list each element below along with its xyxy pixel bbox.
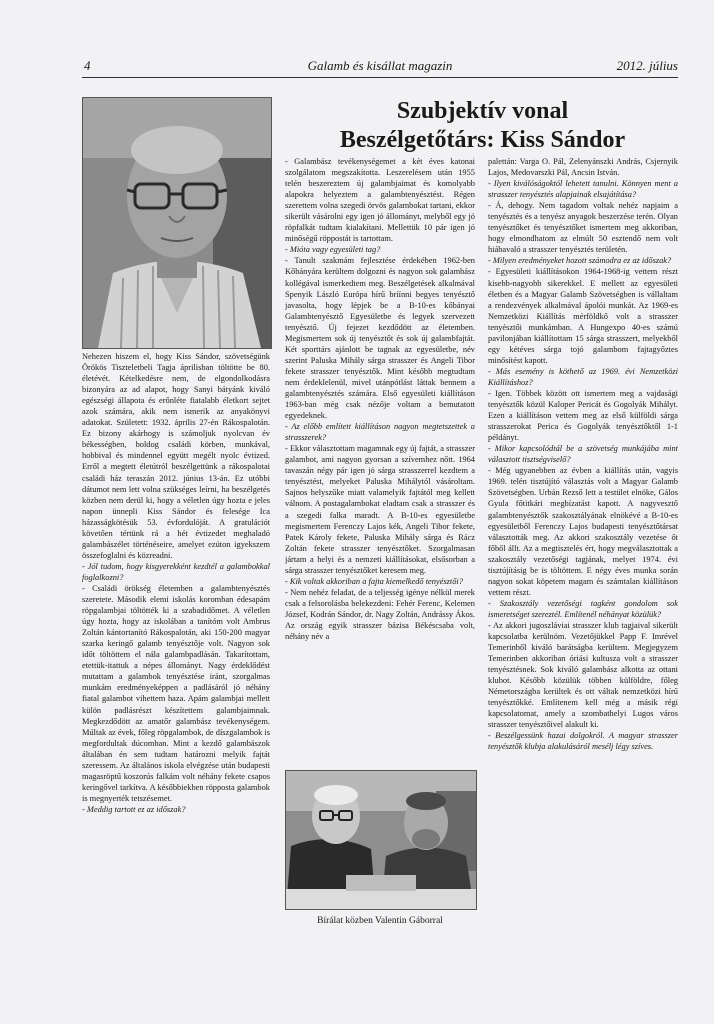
portrait-photo	[82, 97, 272, 349]
question: - Jól tudom, hogy kisgyerekként kezdtél a galambokkal foglalkozni?	[82, 561, 270, 582]
paragraph: Nehezen hiszem el, hogy Kiss Sándor, szövetségünk Örökös Tiszteletbeli Tagja áprilisban töltötte be 80. életévét. Kételkedésre nem, de elgondolkodásra bizonyára az ad alapot, hogy Sanyi bátyánk kiváló egészségi állapota és erőnléte fiatalabb életkort sejtet azok számára, akik nem ismerik az anyakönyvi adatokat. Született: 1932. április 27-én Rákospalotán. Ez bizony akárhogy is számoljuk nyolcvan év békességben, boldog családi körben, munkával, hobbival és mindennel együtt megélt nyolc évtized. Erről a megtett életútról beszélgettünk a rákospalotai családi ház teraszán 2012. június 13-án. Ez utóbbi dátumot nem lett volna szükséges leírni, ha beszélgetés közben nem derül ki, hogy a véletlen úgy hozta e jeles napon ünnepli Kiss Sándor és felesége Ica házasságkötésük 53. évfordulóját. A gratulációt követően tértünk rá a hét évtizedet meghaladó galambászélet történéseire, amelyet ezúton igyekszem összefoglalni és közreadni.	[82, 352, 270, 560]
question: - Az előbb említett kiállításon nagyon megtetszettek a strasszerek?	[285, 422, 475, 443]
paragraph: - Még ugyanebben az évben a kiállítás után, vagyis 1969. telén tisztújító választás volt a Magyar Galamb Szövetségben. Urbán Rezső lett a testület elnöke, Gálos Gyula főtitkári megbízatást kapott. A nagyvesztő galambtenyésztők szakosztályának elnökévé a B-10-es egyesületből Ferenczy Lajos budapesti tenyésztőtársat választották meg. Az akkori szakosztály vezetése őt főből állt. Az a megtisztelés ért, hogy megválasztottak a szakosztály vezetőségi tagjának, melyet 1974. évi tisztújításig be is töltöttem. E négy éves munka során nagyon sokat köpetem magam és számtalan kiállításon vettem részt.	[488, 466, 678, 597]
paragraph: - Egyesületi kiállításokon 1964-1968-ig vettem részt kisebb-nagyobb sikerekkel. E mellett az egyesületi életben és a Magyar Galamb Szövetségben is vállaltam a rendezvények alkalmával ápolói munkát. Az 1969-es Nemzetközi Kiállítás mérföldkő volt a strasszer tenyésztői munkámban. A Hungexpo 40-es számú pavilonjában kiállítottam 15 sárga strasszert, melyekből egy kétéves sárga tojó galambom fajtagyőztes minősítést kapott.	[488, 267, 678, 365]
article-column-3	[488, 156, 678, 936]
judging-image	[286, 771, 476, 909]
question: - Ilyen kiválóságoktól lehetett tanulni. Könnyen ment a strasszer tenyésztés alapjainak elsajátítása?	[488, 179, 678, 200]
question: - Kik voltak akkoriban a fajta kiemelkedő tenyésztői?	[285, 576, 463, 586]
paragraph: - Ekkor választottam magamnak egy új fajtát, a strasszer galambot, ami nagyon gyorsan a szívemhez nőtt. 1964 tavaszán négy pár igen jó sárga strasszerrel kezdtem a tenyésztést, melyeket Paluska Mihálytól vásároltam. Sajnos helyszűke miatt valamelyik fajtától meg kellett válnom. A postagalambokat eladtam csak a strasszer és a szegedi falka maradt. A B-10-es egyesületbe megismertem Ferenczy Lajos kék, Angeli Tibor fekete, Patek Károly fekete, Paluska Mihály sárga és Rácz Zoltán fekete strasszer tenyésztőket. Szorgalmasan jártam a helyi és a nemzeti kiállításokat, elsősorban a sárga strasszer tenyésztőket keresem meg.	[285, 444, 475, 575]
paragraph: - Az akkori jugoszláviai strasszer klub tagjaival sikerült kapcsolatba kerülnöm. Vezetőjükkel Papp F. Imrével Temerinből kiváló barátságba kerültem. Megjegyzem Temerinben akkoriban óriási kultusza volt a strasszer tenyésztésnek. Sok kiváló galambász alkotta az ottani klubot. Később közülük többen külföldre, főleg Németországba kerültek és ott váltak nemzetközi hírű tenyésztőkké. Említenem kell még a másik régi kapcsolatomat, amely a szombathelyi Lugos város strasszer tenyésztőivel alakult ki.	[488, 620, 678, 730]
question: - Mikor kapcsolódtál be a szövetség munkájába mint választott tisztségviselő?	[488, 444, 678, 465]
question: - Mióta vagy egyesületi tag?	[285, 245, 381, 255]
photo-caption: Bírálat közben Valentin Gáborral	[317, 916, 443, 926]
paragraph: palettán: Varga O. Pál, Zelenyánszki András, Csjernyik Lajos, Medovarszki Pál, Ancsin István.	[488, 157, 678, 178]
paragraph: - Igen. Többek között ott ismertem meg a vajdasági tenyésztők közül Kaloper Pericát és Gogolyák Mihályt. Ezen a kiállításon vettem meg az első külföldi sárga strasszerokat Perica és Gogolyák tenyésztőktől 1-1 példányt.	[488, 388, 678, 443]
header-rule	[82, 77, 678, 78]
paragraph: - Á, dehogy. Nem tagadom voltak nehéz napjaim a tenyésztés és a tenyész anyagok beszerzése terén. Olyan tenyésztőket és tenyésztőket ismertem meg akkoriban, hogy elmondhatom az elmúlt 50 esztendő nem volt hiábavaló a strasszer tenyésztés területén.	[488, 201, 678, 255]
article-column-1	[82, 351, 270, 937]
page-number: 4	[84, 58, 91, 73]
portrait-image	[83, 98, 271, 348]
page-header	[82, 58, 678, 76]
question: - Szakosztály vezetőségi tagként gondolom sok ismeretséget szereztél. Említenél néhányat közülük?	[488, 598, 678, 619]
magazine-name: Galamb és kisállat magazin	[307, 58, 453, 73]
article-title: Szubjektív vonal	[396, 98, 569, 124]
paragraph: - Nem nehéz feladat, de a teljesség igénye nélkül merek csak a felsorolásba belekezdeni: Fehér Ferenc, Kelemen József, Kodrán Sándor, dr. Nagy Zoltán, Andrássy Ákos. Az ország egyik strasszer bázisa Békéscsaba volt, néhány név a	[285, 587, 475, 642]
article-subtitle: Beszélgetőtárs: Kiss Sándor	[339, 127, 626, 153]
question: - Meddig tartott ez az időszak?	[82, 804, 186, 814]
question: - Milyen eredményeket hozott számodra ez az időszak?	[488, 256, 672, 266]
article-column-2	[285, 156, 475, 761]
judging-photo	[285, 770, 477, 910]
paragraph: - Galambász tevékenységemet a két éves katonai szolgálatom megszakította. Leszerelésem után 1955 telén beszereztem új galambjaimat és komolyabb alapokra helyeztem a galambtenyésztést. Régen szerettem volna szegedi örvös galambokat tartani, ekkor sikerült vásárolni egy igen jó állományt, melyből egy jó röpfalkát tudtam kialakítani. Mellettük 10 pár igen jó minőségű röppostát is tartottam.	[285, 157, 475, 244]
paragraph: - Családi örökség életemben a galambtenyésztés szeretete. Második elemi iskolás koromban édesapám röpgalambjai töltötték ki a szabadidőmet. A véletlen úgy hozta, hogy az iskolában a tanítóm volt Ambrus Zoltán kántortanító Rákospalotán, aki 150-200 magyar szarka keringő galamb tenyésztője volt. Nagyon sok időt töltöttem el nála galambpadlásán. Takarítottam, etettük-itattuk a népes állományt. Nagy érdeklődést mutattam a galambok tenyésztése iránt, szorgalmas munkám eredményeképpen a padlásáról jó néhány fiatal galambot vihettem haza. Apám galambjai mellett külön padlásrészt készítettem galambjaimnak. Megkezdődött az amatőr galambász tevékenységem. Múltak az évek, főleg röpgalambok, de díszgalambok is megfordultak dúcomban. Mint a kezdő galambászok általában én sem tudtam határozni melyik fajtát szeressem. Az általános iskola elvégzése után budapesti magasröptű koszorús falkám volt néhány fekete csapos keringővel tarkítva. A későbbiekben röpposta galambok is megnyerték tetszésemet.	[82, 583, 270, 803]
paragraph: - Tanult szakmám fejlesztése érdekében 1962-ben Kőbányára kerültem dolgozni és nagyon sok galambász kollégával ismerkedtem meg. Beszélgetések alkalmával Spenyik László Európa hírű bríínni begyes tenyésztő javasolta, hogy lépjek be a B-10-es kőbányai Galambtenyésztő Egyesületbe és legyek szervezett tenyésztő. Új fejezet kezdődött az életemben. Megismertem sok új tenyésztőt és sok új galambfajtát. Két sporttárs ajánlott be tagnak az egyesületbe, név szerint Paluska Mihály sárga strasszer és Angeli Tibor fekete strasszer tenyésztők. Mint később megtudtam nem érdeklelenül, mivel utánpótlást láttak bennem a galambtenyésztés számára. Első egyesületi kiállításon 1963-ban még csak nézője voltam a bemutatott egyedeknek.	[285, 256, 475, 421]
question: - Más esemény is köthető az 1969. évi Nemzetközi Kiállításhoz?	[488, 366, 678, 387]
issue-date: 2012. július	[616, 58, 678, 73]
question: - Beszélgessünk hazai dolgokról. A magyar strasszer tenyésztők klubja alakulásáról mesélj légy szíves.	[488, 731, 678, 752]
